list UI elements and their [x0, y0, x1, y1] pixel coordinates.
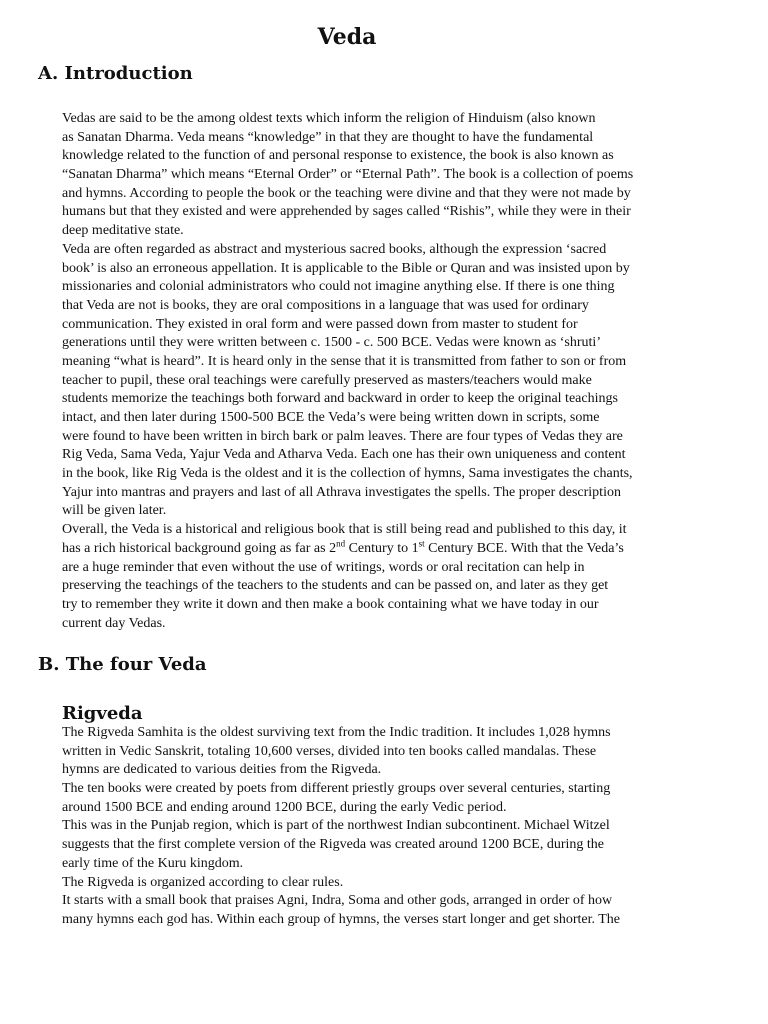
introduction-body: [62, 110, 692, 633]
text-fragment: has a rich historical background going as far as 2: [62, 540, 337, 556]
intro-paragraph-1: [62, 110, 692, 241]
text-line: are a huge reminder that even without the use of writings, words or oral recitation can help in: [62, 559, 585, 575]
text-line: generations until they were written between c. 1500 - c. 500 BCE. Vedas were known as ‘shruti’: [62, 335, 601, 351]
text-line: teacher to pupil, these oral teachings were carefully preserved as masters/teachers would make: [62, 372, 592, 388]
text-line: in the book, like Rig Veda is the oldest and it is the collection of hymns, Sama investigates the chants,: [62, 466, 633, 482]
text-line: Veda are often regarded as abstract and mysterious sacred books, although the expression ‘sacred: [62, 241, 607, 257]
subheading-rigveda: Rigveda: [62, 703, 143, 724]
ordinal-superscript: nd: [336, 538, 346, 549]
rigveda-body: [62, 724, 692, 930]
text-line: The ten books were created by poets from different priestly groups over several centuries, starting: [62, 781, 611, 797]
text-line: “Sanatan Dharma” which means “Eternal Order” or “Eternal Path”. The book is a collection of poems: [62, 167, 634, 183]
text-line: around 1500 BCE and ending around 1200 BCE, during the early Vedic period.: [62, 799, 507, 815]
text-line: Yajur into mantras and prayers and last of all Athrava investigates the spells. The proper description: [62, 484, 621, 500]
text-line: The Rigveda Samhita is the oldest surviving text from the Indic tradition. It includes 1,028 hymns: [62, 725, 611, 740]
text-line: Vedas are said to be the among oldest texts which inform the religion of Hinduism (also known: [62, 111, 596, 126]
text-line: The Rigveda is organized according to clear rules.: [62, 874, 344, 890]
text-line: Overall, the Veda is a historical and religious book that is still being read and published to this day, it: [62, 522, 627, 538]
section-heading-four-veda: B. The four Veda: [38, 654, 207, 675]
text-line: hymns are dedicated to various deities from the Rigveda.: [62, 762, 382, 778]
text-line: meaning “what is heard”. It is heard only in the sense that it is transmitted from father to son or from: [62, 353, 627, 369]
text-line: It starts with a small book that praises Agni, Indra, Soma and other gods, arranged in order of how: [62, 893, 613, 909]
intro-paragraph-3: [62, 521, 692, 633]
text-line: early time of the Kuru kingdom.: [62, 855, 244, 871]
text-line: many hymns each god has. Within each group of hymns, the verses start longer and get shorter. The: [62, 911, 621, 927]
text-line: knowledge related to the function of and personal response to existence, the book is also known as: [62, 148, 614, 164]
section-heading-introduction: A. Introduction: [38, 63, 193, 84]
text-line: and hymns. According to people the book or the teaching were divine and that they were not made by: [62, 185, 631, 201]
text-line: deep meditative state.: [62, 223, 184, 239]
text-line: try to remember they write it down and then make a book containing what we have today in our: [62, 596, 599, 612]
text-line: missionaries and colonial administrators who could not imagine anything else. If there is one thing: [62, 279, 615, 295]
text-line: suggests that the first complete version of the Rigveda was created around 1200 BCE, during the: [62, 837, 604, 853]
text-line: that Veda are not is books, they are oral compositions in a language that was used for ordinary: [62, 297, 589, 313]
text-fragment: Century BCE. With that the Veda’s: [424, 540, 624, 556]
intro-paragraph-2: [62, 241, 692, 521]
text-line: This was in the Punjab region, which is part of the northwest Indian subcontinent. Michael Witzel: [62, 818, 610, 834]
text-line: will be given later.: [62, 503, 167, 519]
text-line: were found to have been written in birch bark or palm leaves. There are four types of Vedas they are: [62, 428, 623, 444]
text-line: Rig Veda, Sama Veda, Yajur Veda and Atharva Veda. Each one has their own uniqueness and content: [62, 447, 626, 463]
text-line: intact, and then later during 1500-500 BCE the Veda’s were being written down in scripts, some: [62, 410, 600, 425]
text-line: humans but that they existed and were apprehended by sages called “Rishis”, while they were in their: [62, 204, 631, 220]
text-line: preserving the teachings of the teachers to the students and can be passed on, and later as they get: [62, 578, 609, 594]
text-line: current day Vedas.: [62, 615, 166, 631]
text-line: written in Vedic Sanskrit, totaling 10,600 verses, divided into ten books called mandalas. These: [62, 743, 597, 759]
text-line: communication. They existed in oral form and were passed down from master to student for: [62, 316, 578, 332]
text-line: book’ is also an erroneous appellation. It is applicable to the Bible or Quran and was insisted upon by: [62, 260, 630, 276]
ordinal-superscript: st: [418, 538, 425, 549]
text-line: as Sanatan Dharma. Veda means “knowledge” in that they are thought to have the fundamental: [62, 129, 594, 145]
text-line-with-superscripts: [62, 540, 692, 559]
text-fragment: Century to 1: [345, 540, 419, 556]
text-line: students memorize the teachings both forward and backward in order to keep the original teachings: [62, 391, 618, 407]
document-title: Veda: [317, 24, 377, 50]
